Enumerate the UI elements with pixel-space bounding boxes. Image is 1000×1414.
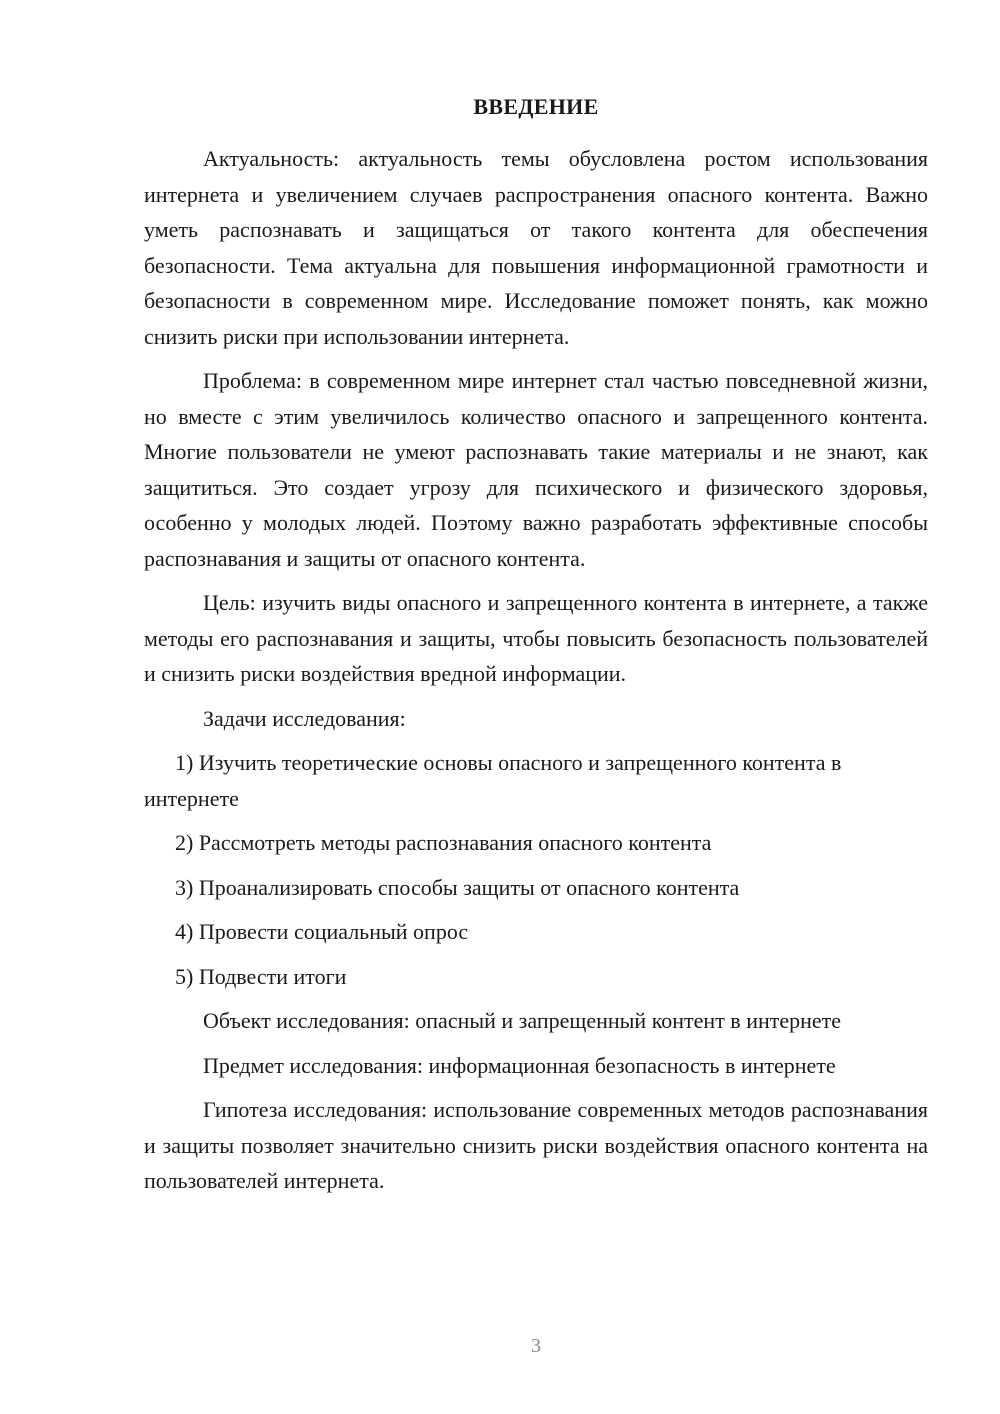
task-item-4: 4) Провести социальный опрос: [175, 919, 469, 944]
paragraph-goal: Цель: изучить виды опасного и запрещенного контента в интернете, а также методы его распознавания и защиты, чтобы повысить безопасность пользователей и снизить риски воздействия вредной информации.: [144, 590, 928, 686]
paragraph-subject: Предмет исследования: информационная безопасность в интернете: [203, 1052, 836, 1078]
task-item-1: 1) Изучить теоретические основы опасного и запрещенного контента в интернете: [144, 750, 842, 811]
tasks-heading: Задачи исследования:: [203, 705, 406, 731]
task-item-5: 5) Подвести итоги: [175, 963, 347, 989]
page-title: ВВЕДЕНИЕ: [473, 94, 599, 119]
page-number: 3: [531, 1335, 541, 1357]
document-body: [144, 141, 928, 1208]
task-item-3: 3) Проанализировать способы защиты от опасного контента: [175, 874, 740, 900]
paragraph-object: Объект исследования: опасный и запрещенный контент в интернете: [203, 1008, 842, 1033]
paragraph-relevance: Актуальность: актуальность темы обусловлена ростом использования интернета и увеличением случаев распространения опасного контента. Важно уметь распознавать и защищаться от такого контента для обеспечения безопасности. Тема актуальна для повышения информационной грамотности и безопасности в современном мире. Исследование поможет понять, как можно снизить риски при использовании интернета.: [144, 146, 928, 349]
task-item-2: 2) Рассмотреть методы распознавания опасного контента: [175, 830, 712, 855]
paragraph-problem: Проблема: в современном мире интернет стал частью повседневной жизни, но вместе с этим увеличилось количество опасного и запрещенного контента. Многие пользователи не умеют распознавать такие материалы и не знают, как защититься. Это создает угрозу для психического и физического здоровья, особенно у молодых людей. Поэтому важно разработать эффективные способы распознавания и защиты от опасного контента.: [144, 368, 928, 571]
paragraph-hypothesis: Гипотеза исследования: использование современных методов распознавания и защиты позволяет значительно снизить риски воздействия опасного контента на пользователей интернета.: [144, 1097, 928, 1193]
